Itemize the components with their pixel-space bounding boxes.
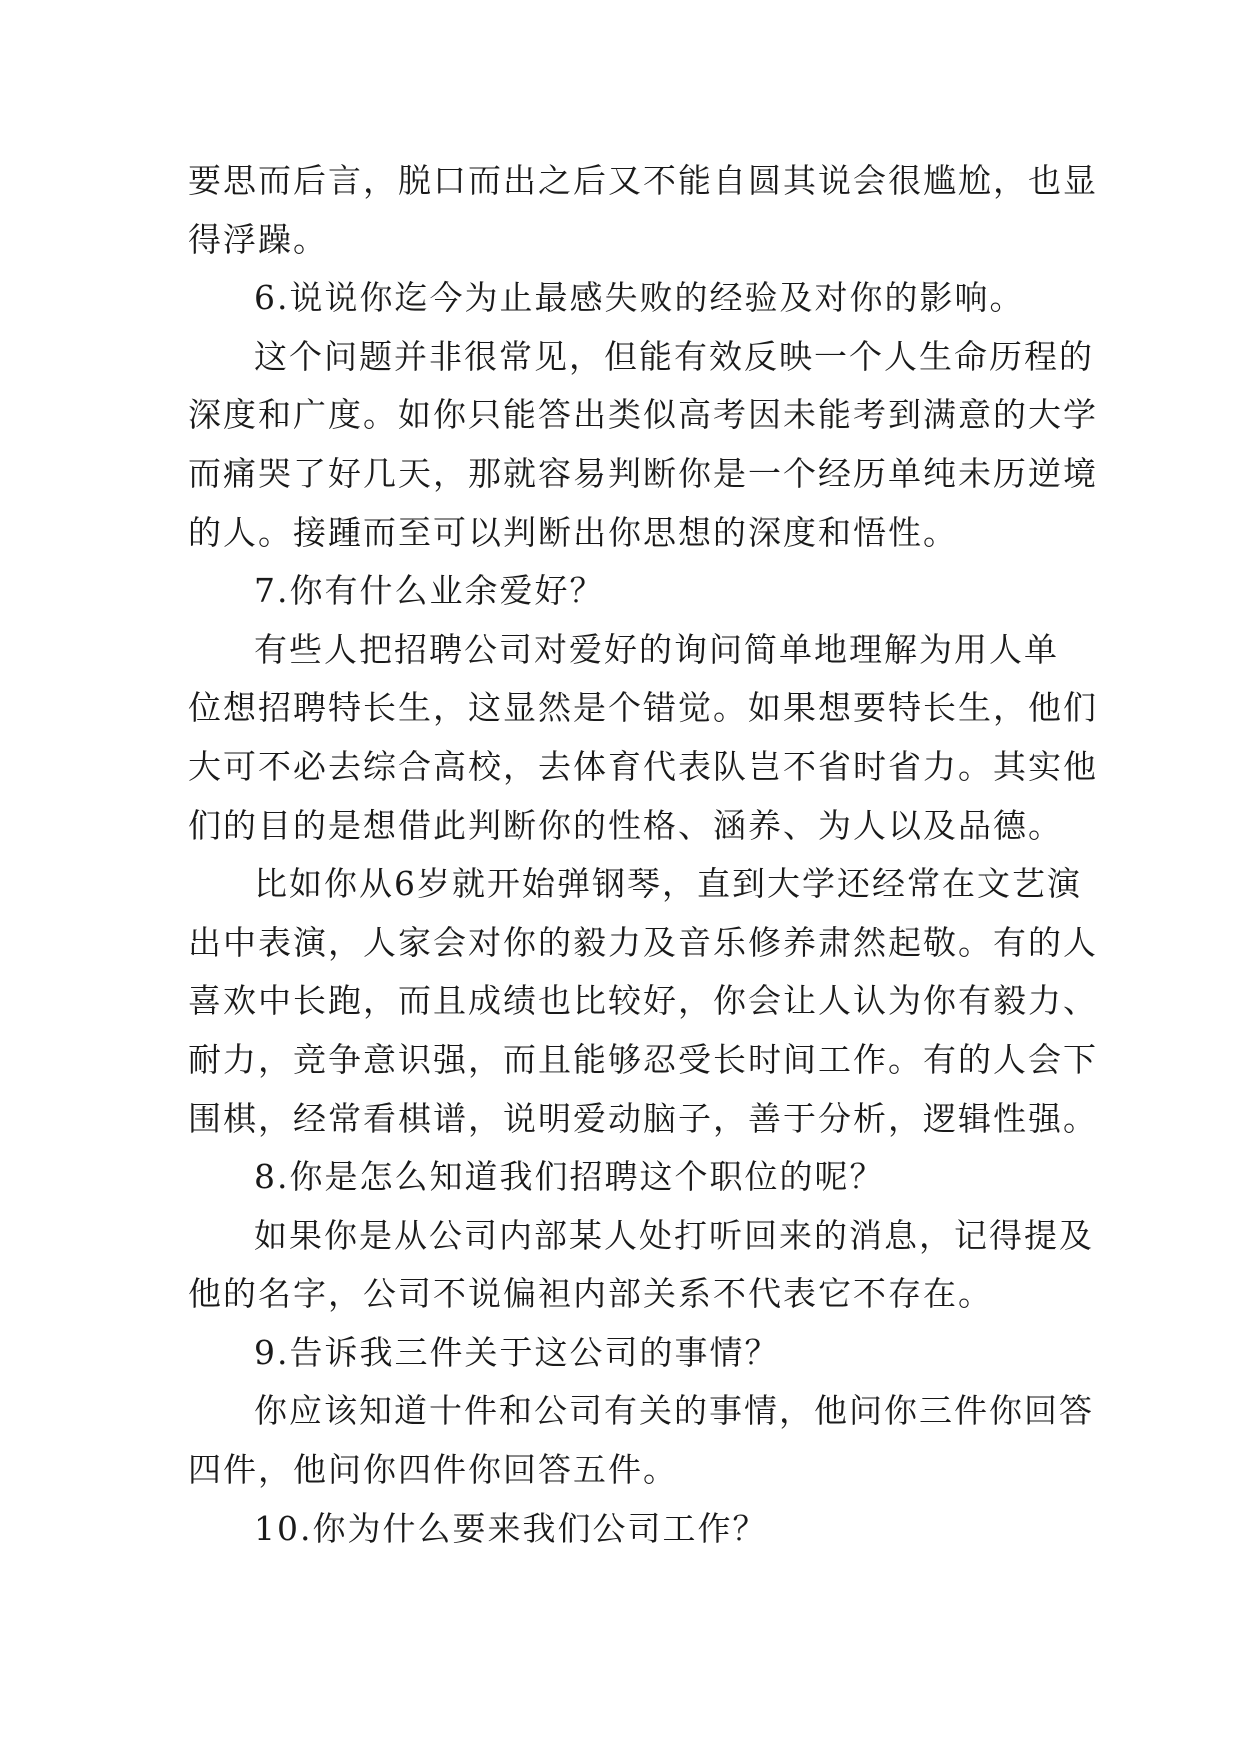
text-line: 你应该知道十件和公司有关的事情，他问你三件你回答 <box>254 1391 1094 1431</box>
text-line: 出中表演，人家会对你的毅力及音乐修养肃然起敬。有的人 <box>188 922 1098 962</box>
text-line: 要思而后言，脱口而出之后又不能自圆其说会很尴尬，也显 <box>188 161 1098 200</box>
text-line: 这个问题并非很常见，但能有效反映一个人生命历程的 <box>254 336 1094 376</box>
question-heading: 9.告诉我三件关于这公司的事情？ <box>254 1332 780 1372</box>
text-line: 得浮躁。 <box>188 219 328 259</box>
text-line: 们的目的是想借此判断你的性格、涵养、为人以及品德。 <box>188 805 1063 845</box>
question-heading: 7.你有什么业余爱好？ <box>254 571 605 611</box>
text-line: 有些人把招聘公司对爱好的询问简单地理解为用人单 <box>254 629 1059 669</box>
text-line: 大可不必去综合高校，去体育代表队岂不省时省力。其实他 <box>188 746 1098 786</box>
text-line: 如果你是从公司内部某人处打听回来的消息，记得提及 <box>254 1215 1094 1255</box>
text-line: 而痛哭了好几天，那就容易判断你是一个经历单纯未历逆境 <box>188 453 1098 493</box>
question-heading: 10.你为什么要来我们公司工作？ <box>254 1508 768 1548</box>
text-line: 比如你从6岁就开始弹钢琴，直到大学还经常在文艺演 <box>254 864 1082 904</box>
question-heading: 8.你是怎么知道我们招聘这个职位的呢？ <box>254 1157 885 1197</box>
text-line: 的人。接踵而至可以判断出你思想的深度和悟性。 <box>188 512 958 552</box>
text-line: 四件，他问你四件你回答五件。 <box>188 1450 678 1490</box>
document-body <box>188 152 1098 1558</box>
text-line: 他的名字，公司不说偏袒内部关系不代表它不存在。 <box>188 1274 993 1314</box>
text-line: 深度和广度。如你只能答出类似高考因未能考到满意的大学 <box>188 395 1098 435</box>
question-heading: 6.说说你迄今为止最感失败的经验及对你的影响。 <box>254 278 1025 318</box>
text-line: 喜欢中长跑，而且成绩也比较好，你会让人认为你有毅力、 <box>188 981 1098 1021</box>
text-line: 围棋，经常看棋谱，说明爱动脑子，善于分析，逻辑性强。 <box>188 1098 1098 1138</box>
text-line: 耐力，竞争意识强，而且能够忍受长时间工作。有的人会下 <box>188 1039 1098 1079</box>
text-line: 位想招聘特长生，这显然是个错觉。如果想要特长生，他们 <box>188 688 1098 728</box>
